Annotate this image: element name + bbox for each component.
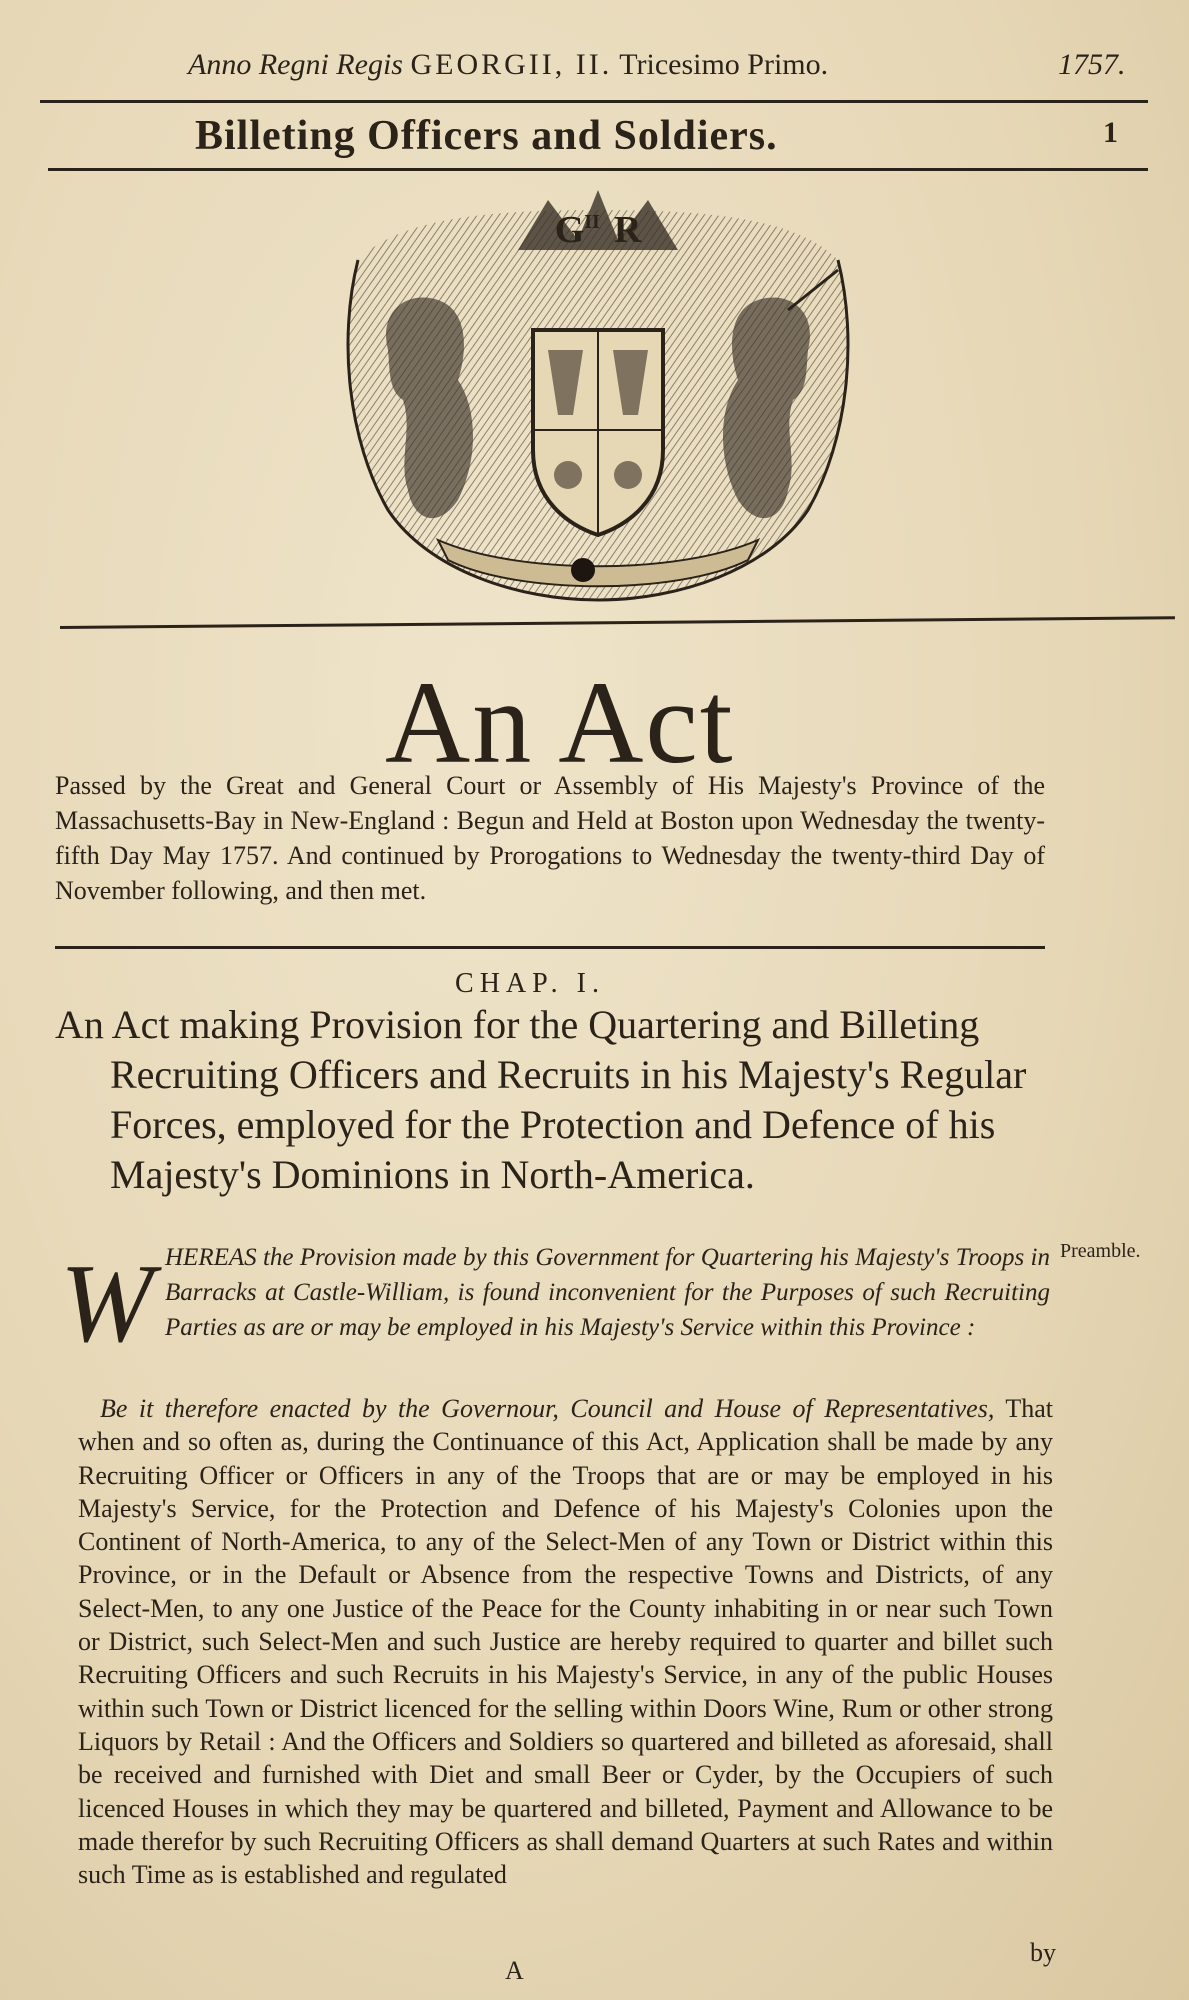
drop-cap: W	[60, 1242, 154, 1366]
act-heading: An Act	[385, 657, 735, 788]
subject-rule	[48, 168, 1148, 171]
running-head	[188, 48, 1128, 82]
subject-title: Billeting Officers and Soldiers.	[195, 113, 778, 159]
catchword: by	[1030, 1938, 1056, 1967]
session-paragraph: Passed by the Great and General Court or Assembly of His Majesty's Province of the Massachusetts-Bay in New-England : Begun and Held at Boston upon Wednesday the twenty-fifth Day May 1757. And continued by Prorogations to Wednesday the twenty-third Day of November following, and then met.	[55, 771, 1045, 905]
top-rule	[40, 100, 1148, 103]
arms-rule	[60, 616, 1175, 629]
running-head-year-of-reign: Tricesimo Primo.	[619, 48, 829, 81]
body-paragraph	[78, 1392, 1053, 1891]
page-number: 1	[1103, 116, 1118, 149]
arms-cipher-r: R	[613, 209, 642, 251]
running-head-year: 1757.	[1058, 48, 1126, 81]
running-head-regnal: Anno Regni Regis	[188, 48, 403, 81]
signature-mark: A	[505, 1956, 524, 1985]
chapter-title: An Act making Provision for the Quartering and Billeting Recruiting Officers and Recruits in his Majesty's Regular Forces, employed for the Protection and Defence of his Majesty's Dominions in North-America.	[55, 1002, 1027, 1197]
body-text: That when and so often as, during the Continuance of this Act, Application shall be made by any Recruiting Officer or Officers in any of the Troops that are or may be employed in his Majesty's Service, for the Protection and Defence of his Majesty's Colonies upon the Continent of North-America, to any of the Select-Men of any Town or District within this Province, or in the Default or Absence from the respective Towns and Districts, of any Select-Men, to any one Justice of the Peace for the County inhabiting in or near such Town or District, such Select-Men and such Justice are hereby required to quarter and billet such Recruiting Officers and such Recruits in his Majesty's Service, in any of the public Houses within such Town or District licenced for the selling within Doors Wine, Rum or other strong Liquors by Retail : And the Officers and Soldiers so quartered and billeted as aforesaid, shall be received and furnished with Diet and small Beer or Cyder, by the Occupiers of such licenced Houses in which they may be quartered and billeted, Payment and Allowance to be made therefor by such Recruiting Officers as shall demand Quarters at such Rates and within such Time as is established and regulated	[78, 1394, 1054, 1890]
margin-note-preamble: Preamble.	[1060, 1240, 1141, 1262]
royal-coat-of-arms-icon	[318, 180, 878, 610]
session-rule	[55, 946, 1045, 949]
arms-cipher-g: G	[554, 209, 585, 251]
arms-cipher-sup: II	[584, 211, 600, 233]
preamble-text: HEREAS the Provision made by this Government for Quartering his Majesty's Troops in Barracks at Castle-William, is found inconvenient for the Purposes of such Recruiting Parties as are or may be employed in his Majesty's Service within this Province :	[165, 1244, 1050, 1341]
chapter-number: CHAP. I.	[455, 968, 605, 999]
running-head-king: GEORGII, II.	[410, 48, 613, 81]
enacting-clause: Be it therefore enacted by the Governour, Council and House of Representatives,	[100, 1394, 995, 1423]
